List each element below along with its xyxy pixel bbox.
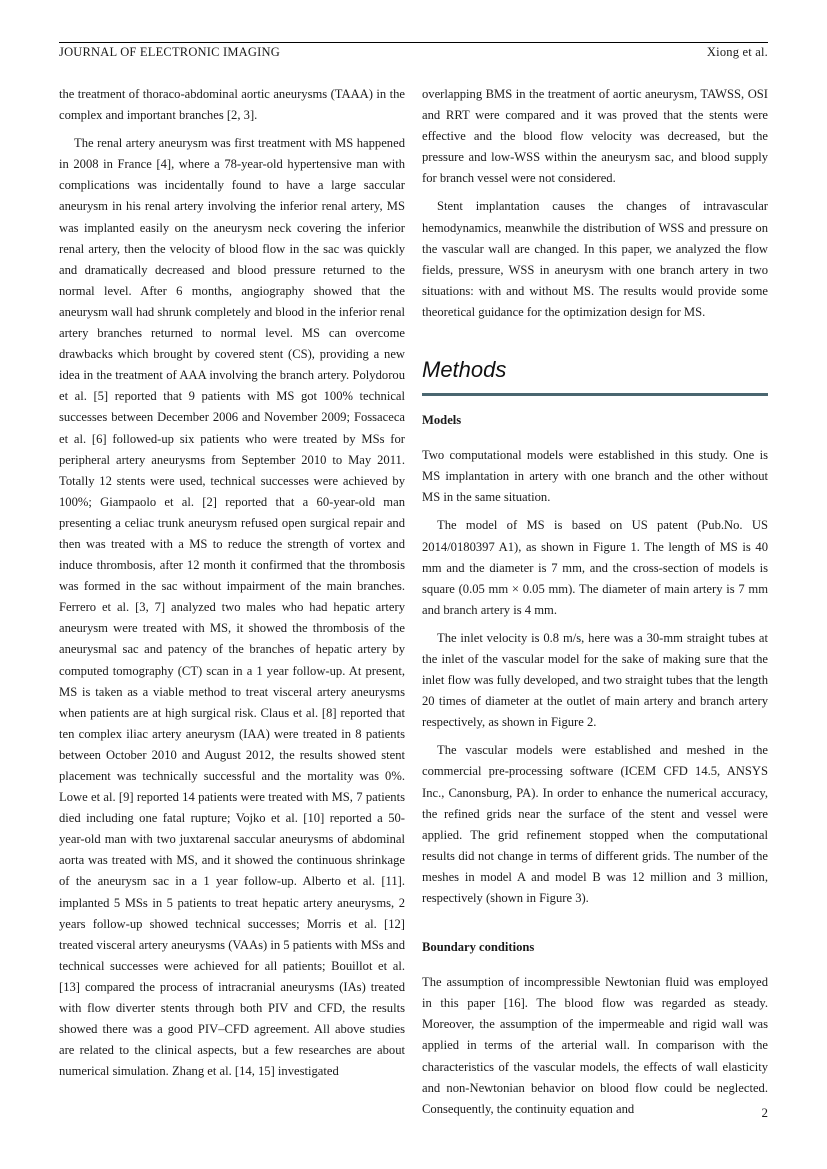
paragraph: The vascular models were established and meshed in the commercial pre-processing software (ICEM CFD 14.5, ANSYS Inc., Canonsburg, PA). In order to enhance the numerical accuracy, the refined grids near the surface of the stent and vessel were applied. The grid refinement stopped when the computational results did not change in terms of different grids. The number of the meshes in model A and model B was 12 million and 3 million, respectively (shown in Figure 3).: [422, 743, 768, 905]
paragraph: Stent implantation causes the changes of intravascular hemodynamics, meanwhile the distribution of WSS and pressure on the vascular wall are changed. In this paper, we analyzed the flow fields, pressure, WSS in aneurysm with one branch artery in two situations: with and without MS. The results would provide some theoretical guidance for the optimization design for MS.: [422, 199, 768, 319]
left-column: [59, 84, 405, 1089]
paragraph: Two computational models were established in this study. One is MS implantation in artery with one branch and the other without MS in the same situation.: [422, 448, 768, 505]
right-column: [422, 84, 768, 1127]
paragraph: the treatment of thoraco-abdominal aortic aneurysms (TAAA) in the complex and important branches [2, 3].: [59, 87, 405, 123]
paragraph: The inlet velocity is 0.8 m/s, here was a 30-mm straight tubes at the inlet of the vascular model for the sake of making sure that the inlet flow was fully developed, and two straight tubes that the length 20 times of diameter at the outlet of main artery and branch artery respectively, as shown in Figure 2.: [422, 630, 768, 730]
running-header: [59, 43, 768, 63]
paragraph: The assumption of incompressible Newtonian fluid was employed in this paper [16]. The blood flow was regarded as steady. Moreover, the assumption of the impermeable and rigid wall was applied in terms of the arterial wall. In comparison with the characteristics of the vascular models, the effects of wall elasticity and non-Newtonian behavior on blood flow could be neglected. Consequently, the continuity equation and: [422, 975, 768, 1116]
subsection-heading-models: Models: [422, 413, 462, 428]
page-number: 2: [761, 1105, 768, 1120]
journal-name: JOURNAL OF ELECTRONIC IMAGING: [59, 45, 280, 59]
subsection-heading-boundary: Boundary conditions: [422, 940, 535, 955]
paragraph: overlapping BMS in the treatment of aortic aneurysm, TAWSS, OSI and RRT were compared and it was proved that the stents were effective and the blood flow velocity was decreased, but the pressure and low-WSS within the aneurysm sac, and blood supply for branch vessel were not considered.: [422, 87, 768, 186]
section-rule: [422, 393, 768, 396]
paragraph: The renal artery aneurysm was first treatment with MS happened in 2008 in France [4], where a 78-year-old hypertensive man with complications was incidentally found to have a large saccular aneurysm in his renal artery involving the inferior renal artery, MS was implanted easily on the aneurysm neck covering the inferior renal artery, then the velocity of blood flow in the sac was quickly and dramatically decreased and blood pressure returned to the normal level. After 6 months, angiography showed that the aneurysm wall had shrunk completely and blood in the inferior renal artery branches returned to normal level. MS can overcome drawbacks which brought by covered stent (CS), providing a new idea in the treatment of AAA involving the branch artery. Polydorou et al. [5] reported that 9 patients with MS got 100% technical successes between December 2006 and November 2009; Fossaceca et al. [6] followed-up six patients who were treated by MSs for peripheral artery aneurysms from September 2010 to May 2011. Totally 12 stents were used, technical successes were achieved by 100%; Giampaolo et al. [2] reported that a 60-year-old man presenting a celiac trunk aneurysm refused open surgical repair and then was treated with a MS to reduce the strength of vortex and induce thrombosis, after 12 month it confirmed that the thrombosis was formed in the sac without impairment of the main branches. Ferrero et al. [3, 7] analyzed two males who had hepatic artery aneurysm were treated with MS, it showed the thrombosis of the aneurysmal sac and patency of the branches of hepatic artery by computed tomography (CT) scan in a 1 year follow-up. At present, MS is taken as a viable method to treat visceral artery aneurysms when patients are at high surgical risk. Claus et al. [8] reported that ten complex iliac artery aneurysm (IAA) were treated in 8 patients between October 2010 and August 2012, the results showed stent placement was technically successful and the mortality was 0%. Lowe et al. [9] reported 14 patients were treated with MS, 7 patients died including one fatal rupture; Vojko et al. [10] reported a 50-year-old man with two juxtarenal saccular aneurysms of abdominal aorta was treated with MS, and it showed the continuous shrinkage of the aneurysm sac in a 1 year follow-up. Alberto et al. [11]. implanted 5 MSs in 5 patients to treat hepatic artery aneurysms, 2 years follow-up showed technical successes; Morris et al. [12] treated visceral artery aneurysms (VAAs) in 5 patients with MSs and technical successes were achieved for all patients; Bouillot et al. [13] compared the process of intracranial aneurysms (IAs) treated with flow diverter stents through both PIV and CFD, the results showed there was a good PIV–CFD agreement. All above studies are related to the clinical aspects, but a few researches are about numerical simulation. Zhang et al. [14, 15] investigated: [59, 136, 406, 1079]
section-title: Methods: [422, 357, 507, 383]
author-names: Xiong et al.: [706, 45, 768, 59]
paragraph: The model of MS is based on US patent (Pub.No. US 2014/0180397 A1), as shown in Figure 1. The length of MS is 40 mm and the diameter is 7 mm, and the cross-section of models is square (0.05 mm × 0.05 mm). The diameter of main artery is 7 mm and branch artery is 4 mm.: [422, 518, 768, 617]
